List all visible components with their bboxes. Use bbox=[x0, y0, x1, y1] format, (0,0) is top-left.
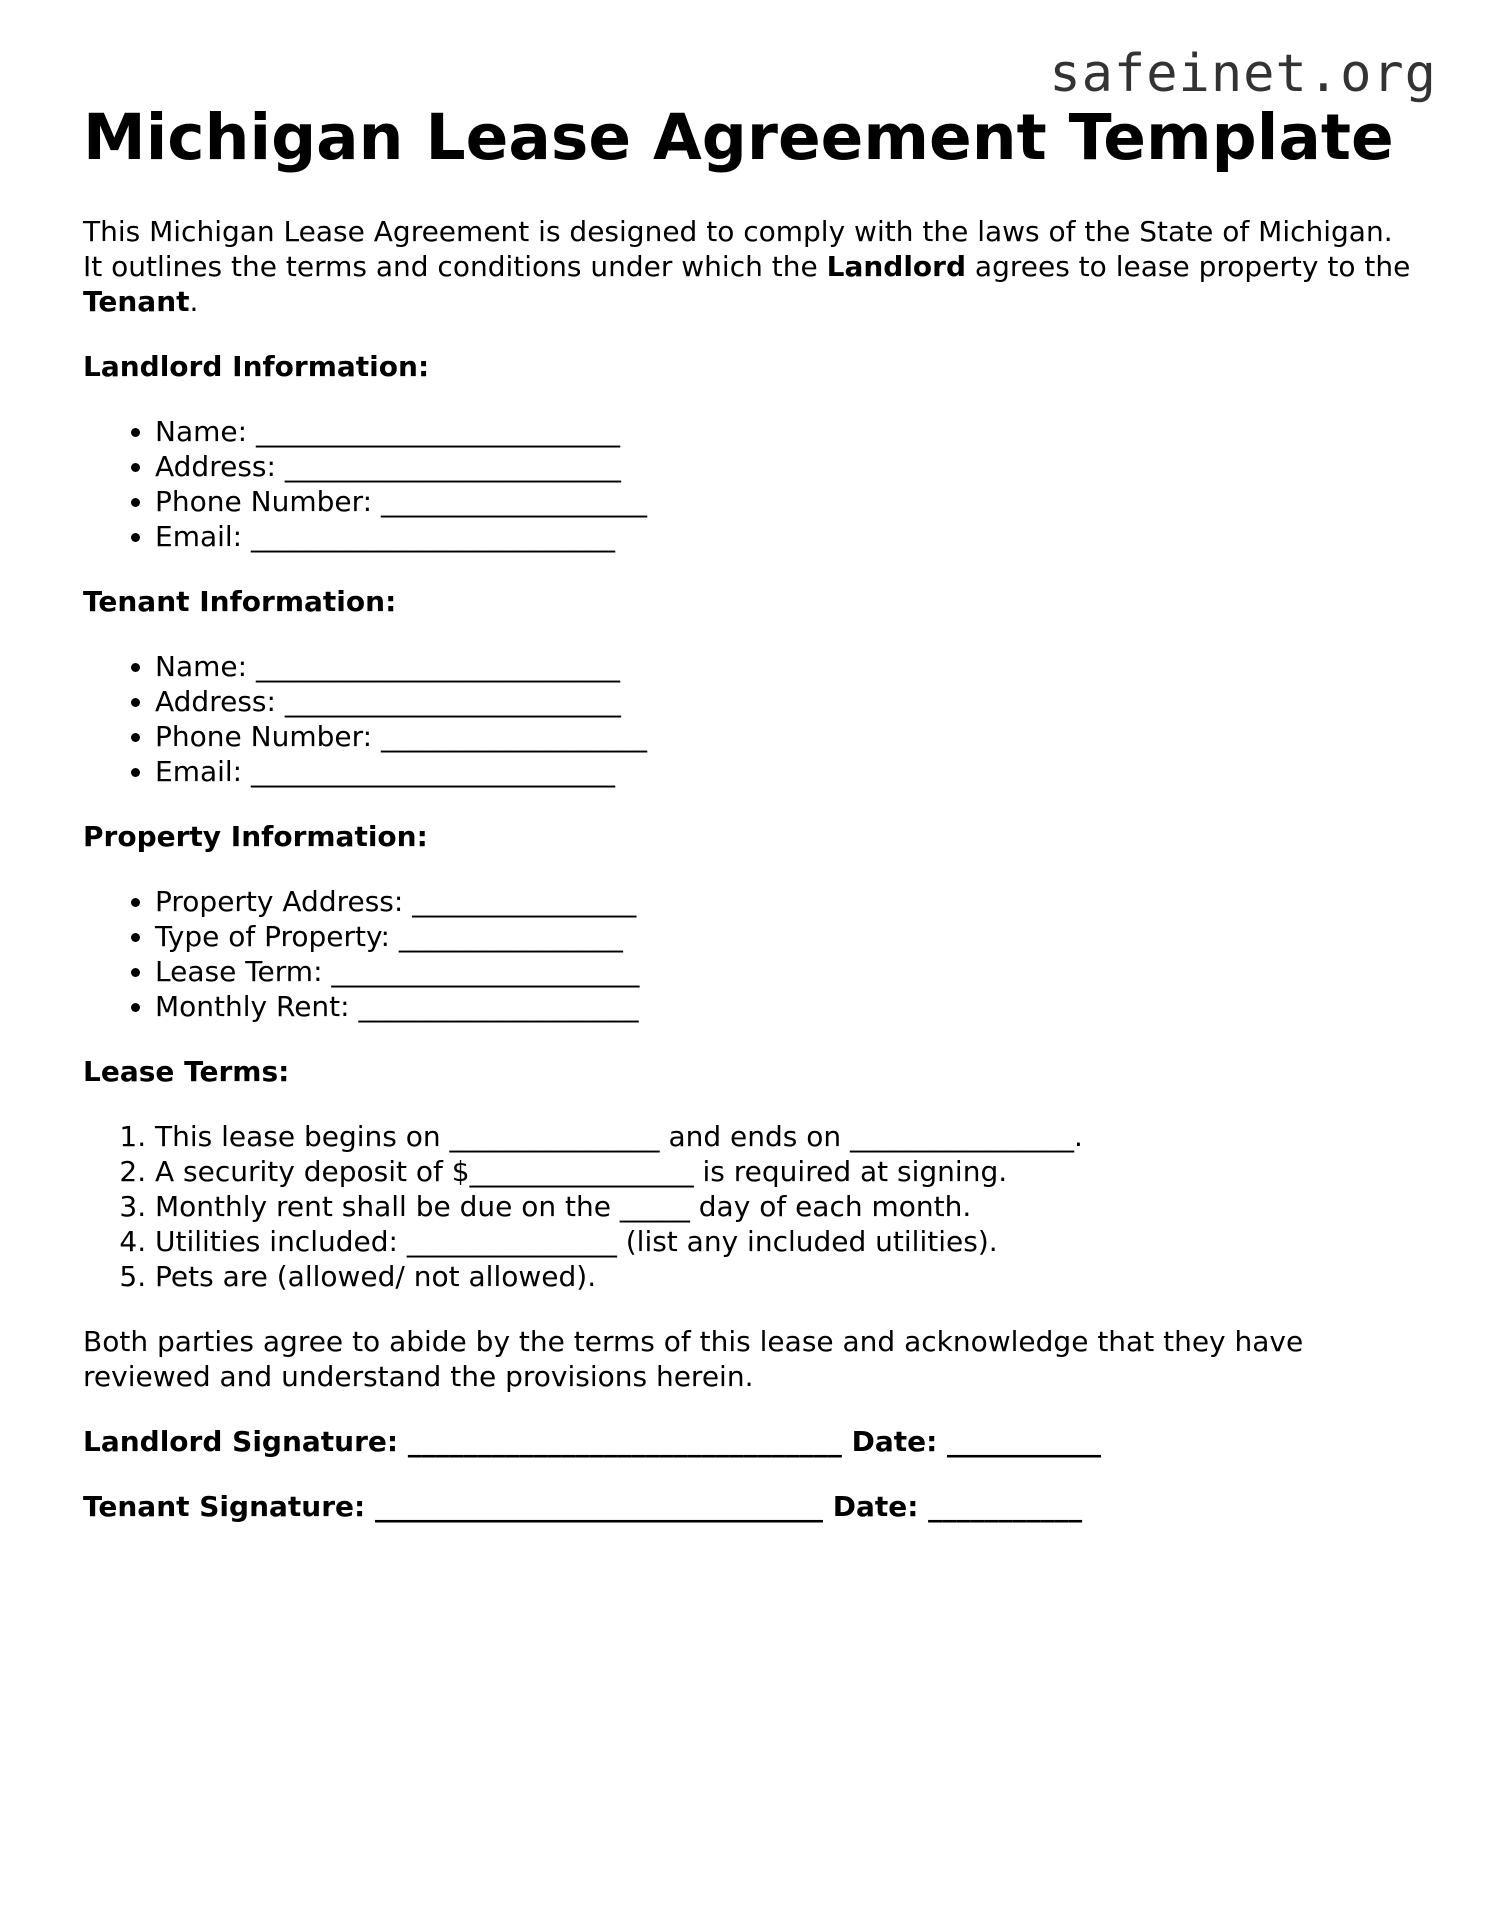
property-type-field: • Type of Property: ________________ bbox=[155, 919, 1413, 954]
landlord-info-heading: Landlord Information: bbox=[83, 349, 430, 383]
landlord-phone-field: • Phone Number: ___________________ bbox=[155, 484, 1413, 519]
intro-landlord-term: Landlord bbox=[826, 249, 967, 283]
lease-term-utilities: 4. Utilities included: _______________ (list any included utilities). bbox=[155, 1224, 1413, 1259]
intro-text-2: agrees to lease property to the bbox=[966, 249, 1411, 283]
intro-text-1: This Michigan Lease Agreement is designed to comply with the laws of the State of Michigan. It outlines the terms and conditions under which the bbox=[83, 214, 1393, 283]
tenant-name-field: • Name: __________________________ bbox=[155, 649, 1413, 684]
lease-term-field: • Lease Term: ______________________ bbox=[155, 954, 1413, 989]
intro-text-3: . bbox=[189, 284, 199, 318]
landlord-address-field: • Address: ________________________ bbox=[155, 449, 1413, 484]
lease-term-deposit: 2. A security deposit of $________________ is required at signing. bbox=[155, 1154, 1413, 1189]
lease-term-dates: 1. This lease begins on _______________ and ends on ________________. bbox=[155, 1119, 1413, 1154]
tenant-signature-line: Tenant Signature: ________________________________ Date: ___________ bbox=[83, 1489, 1083, 1523]
closing-paragraph: Both parties agree to abide by the terms of this lease and acknowledge that they have reviewed and understand the provisions herein. bbox=[83, 1324, 1304, 1393]
landlord-signature-line: Landlord Signature: _______________________________ Date: ___________ bbox=[83, 1424, 1102, 1458]
lease-terms-list bbox=[83, 1119, 1413, 1294]
watermark: safeinet.org bbox=[1049, 44, 1437, 104]
tenant-phone-field: • Phone Number: ___________________ bbox=[155, 719, 1413, 754]
property-address-field: • Property Address: ________________ bbox=[155, 884, 1413, 919]
lease-term-pets: 5. Pets are (allowed/ not allowed). bbox=[155, 1259, 1413, 1294]
property-info-list bbox=[83, 884, 1413, 1024]
intro-paragraph bbox=[83, 214, 1413, 319]
landlord-email-field: • Email: __________________________ bbox=[155, 519, 1413, 554]
page-title: Michigan Lease Agreement Template bbox=[83, 101, 1394, 174]
lease-terms-heading: Lease Terms: bbox=[83, 1054, 290, 1088]
tenant-info-heading: Tenant Information: bbox=[83, 584, 397, 618]
document-page bbox=[83, 100, 1413, 1524]
monthly-rent-field: • Monthly Rent: ____________________ bbox=[155, 989, 1413, 1024]
tenant-email-field: • Email: __________________________ bbox=[155, 754, 1413, 789]
intro-tenant-term: Tenant bbox=[83, 284, 190, 318]
property-info-heading: Property Information: bbox=[83, 819, 428, 853]
landlord-info-list bbox=[83, 414, 1413, 554]
tenant-info-list bbox=[83, 649, 1413, 789]
landlord-name-field: • Name: __________________________ bbox=[155, 414, 1413, 449]
tenant-address-field: • Address: ________________________ bbox=[155, 684, 1413, 719]
lease-term-due-day: 3. Monthly rent shall be due on the _____ day of each month. bbox=[155, 1189, 1413, 1224]
